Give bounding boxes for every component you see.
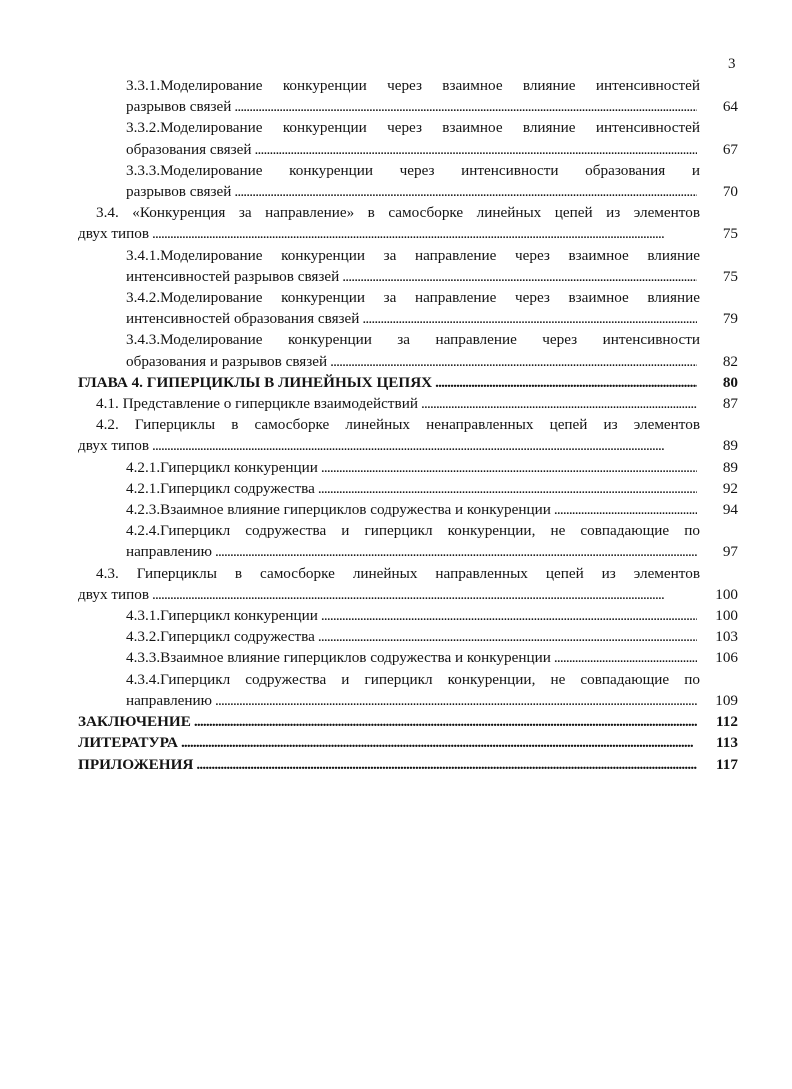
toc-entry-title-text: 4.2. Гиперциклы в самосборке линейных ненаправленных цепей из элементов	[96, 416, 700, 434]
toc-entry-title-line	[126, 139, 700, 160]
toc-entry	[78, 605, 738, 626]
toc-entry-title-text: 3.4.1.Моделирование конкуренции за направление через взаимное влияние	[126, 246, 700, 264]
toc-entry-title-line	[126, 478, 700, 499]
toc-entry-title-text: 3.4.3.Моделирование конкуренции за направление через интенсивности	[126, 331, 700, 349]
toc-entry-title-text: 4.3.2.Гиперцикл содружества	[126, 628, 315, 646]
toc-entry	[78, 754, 738, 775]
dot-leader	[554, 499, 697, 520]
toc-entry-title-line	[126, 351, 700, 372]
toc-entry-title-text: ЗАКЛЮЧЕНИЕ	[78, 713, 191, 731]
dot-leader	[234, 96, 697, 117]
toc-entry-page: 70	[722, 183, 738, 201]
toc-entry-page: 92	[722, 479, 738, 497]
toc-entry-title-text: двух типов	[78, 585, 150, 603]
toc-entry-page: 89	[722, 437, 738, 455]
toc-entry-title-line	[126, 287, 700, 308]
toc-entry	[78, 478, 738, 499]
toc-entry-title-line	[126, 181, 700, 202]
toc-entry-page: 64	[722, 98, 738, 116]
toc-entry-title-line	[126, 520, 700, 541]
toc-entry-title-line	[126, 75, 700, 96]
toc-entry	[78, 520, 738, 562]
toc-entry-title-text: 3.4.2.Моделирование конкуренции за направление через взаимное влияние	[126, 289, 700, 307]
dot-leader	[215, 541, 697, 562]
toc-entry-title-text: 4.3.4.Гиперцикл содружества и гиперцикл конкуренции, не совпадающие по	[126, 670, 700, 688]
toc-entry-page: 112	[716, 713, 738, 731]
toc-entry-page: 89	[722, 458, 738, 476]
toc-entry-title-line	[126, 457, 700, 478]
dot-leader	[342, 266, 697, 287]
toc-entry-title-line	[126, 605, 700, 626]
dot-leader	[181, 732, 697, 753]
toc-entry-title-text: 4.3.1.Гиперцикл конкуренции	[126, 607, 318, 625]
toc-entry-title-text: 4.3.3.Взаимное влияние гиперциклов содружества и конкуренции	[126, 649, 551, 667]
toc-entry	[78, 117, 738, 159]
toc-entry-title-line	[126, 160, 700, 181]
dot-leader	[421, 393, 697, 414]
toc-entry	[78, 457, 738, 478]
toc-entry	[78, 372, 738, 393]
toc-entry	[78, 414, 738, 456]
toc-entry-title-text: интенсивностей разрывов связей	[126, 267, 340, 285]
toc-entry-title-line	[96, 393, 700, 414]
toc-entry-title-text: 3.4. «Конкуренция за направление» в самосборке линейных цепей из элементов	[96, 204, 700, 222]
dot-leader	[196, 754, 697, 775]
toc-entry-page: 113	[716, 734, 738, 752]
toc-entry-title-text: 4.3. Гиперциклы в самосборке линейных направленных цепей из элементов	[96, 564, 700, 582]
toc-entry-title-line	[78, 711, 700, 732]
toc-entry-page: 103	[715, 628, 738, 646]
toc-entry-page: 117	[716, 755, 738, 773]
toc-entry-title-text: интенсивностей образования связей	[126, 310, 360, 328]
toc-entry-title-line	[126, 541, 700, 562]
toc-entry	[78, 287, 738, 329]
dot-leader	[318, 626, 697, 647]
toc-entry-title-line	[78, 732, 700, 753]
toc-entry-title-text: направлению	[126, 543, 213, 561]
toc-entry-title-text: 4.2.3.Взаимное влияние гиперциклов содружества и конкуренции	[126, 501, 551, 519]
toc-entry-page: 100	[715, 585, 738, 603]
toc-entry-title-line	[126, 669, 700, 690]
toc-entry-title-line	[126, 647, 700, 668]
toc-entry-title-line	[78, 372, 700, 393]
toc-entry-title-text: двух типов	[78, 225, 150, 243]
toc-entry-title-text: направлению	[126, 691, 213, 709]
toc-entry-page: 106	[715, 649, 738, 667]
toc-entry-page: 94	[722, 501, 738, 519]
toc-entry-title-text: образования и разрывов связей	[126, 352, 328, 370]
toc-entry-page: 79	[722, 310, 738, 328]
dot-leader	[254, 139, 697, 160]
toc-entry-title-line	[126, 626, 700, 647]
toc-entry	[78, 329, 738, 371]
toc-entry-title-text: 3.3.2.Моделирование конкуренции через взаимное влияние интенсивностей	[126, 119, 700, 137]
dot-leader	[362, 308, 697, 329]
toc-entry	[78, 499, 738, 520]
toc-entry	[78, 393, 738, 414]
toc-entry-title-text: ЛИТЕРАТУРА	[78, 734, 178, 752]
toc-entry-title-line	[78, 563, 700, 584]
dot-leader	[435, 372, 697, 393]
toc-entry-title-line	[78, 414, 700, 435]
table-of-contents	[78, 75, 738, 775]
dot-leader	[318, 478, 697, 499]
toc-entry-title-line	[126, 96, 700, 117]
dot-leader	[152, 223, 697, 244]
toc-entry	[78, 245, 738, 287]
toc-entry-title-text: ПРИЛОЖЕНИЯ	[78, 755, 194, 773]
toc-entry-title-text: разрывов связей	[126, 98, 232, 116]
toc-entry-page: 87	[722, 395, 738, 413]
dot-leader	[330, 351, 697, 372]
page-number: 3	[728, 56, 736, 72]
dot-leader	[321, 605, 697, 626]
toc-entry	[78, 626, 738, 647]
dot-leader	[215, 690, 697, 711]
toc-entry-title-line	[126, 308, 700, 329]
toc-entry-page: 109	[715, 691, 738, 709]
toc-entry-title-text: 4.2.4.Гиперцикл содружества и гиперцикл конкуренции, не совпадающие по	[126, 522, 700, 540]
toc-entry	[78, 202, 738, 244]
dot-leader	[152, 584, 697, 605]
toc-entry-page: 100	[715, 607, 738, 625]
toc-entry-title-line	[78, 435, 700, 456]
toc-entry-title-line	[78, 202, 700, 223]
toc-entry-title-text: двух типов	[78, 437, 150, 455]
toc-entry-page: 67	[722, 140, 738, 158]
toc-entry-title-line	[126, 690, 700, 711]
dot-leader	[554, 647, 697, 668]
toc-entry-title-text: 4.1. Представление о гиперцикле взаимодействий	[96, 395, 418, 413]
toc-entry-page: 97	[722, 543, 738, 561]
toc-entry-title-line	[78, 754, 700, 775]
toc-entry-page: 80	[722, 373, 738, 391]
dot-leader	[152, 435, 697, 456]
toc-entry	[78, 711, 738, 732]
dot-leader	[234, 181, 697, 202]
toc-entry-page: 75	[722, 225, 738, 243]
toc-entry	[78, 647, 738, 668]
toc-entry-title-line	[78, 584, 700, 605]
toc-entry	[78, 75, 738, 117]
toc-entry	[78, 160, 738, 202]
toc-entry-title-text: образования связей	[126, 140, 252, 158]
toc-entry-title-text: 3.3.1.Моделирование конкуренции через взаимное влияние интенсивностей	[126, 77, 700, 94]
toc-entry-title-line	[126, 499, 700, 520]
toc-entry-title-line	[126, 245, 700, 266]
toc-entry-title-text: 4.2.1.Гиперцикл содружества	[126, 479, 315, 497]
toc-entry-title-line	[126, 266, 700, 287]
toc-entry-title-text: разрывов связей	[126, 183, 232, 201]
toc-entry-title-line	[126, 117, 700, 138]
dot-leader	[321, 457, 697, 478]
toc-entry-title-text: 4.2.1.Гиперцикл конкуренции	[126, 458, 318, 476]
toc-entry	[78, 669, 738, 711]
toc-entry-page: 75	[722, 267, 738, 285]
toc-entry	[78, 732, 738, 753]
toc-entry-title-text: 3.3.3.Моделирование конкуренции через интенсивности образования и	[126, 161, 700, 179]
toc-entry-title-text: ГЛАВА 4. ГИПЕРЦИКЛЫ В ЛИНЕЙНЫХ ЦЕПЯХ	[78, 373, 433, 391]
dot-leader	[194, 711, 697, 732]
toc-entry-title-line	[78, 223, 700, 244]
toc-entry-title-line	[126, 329, 700, 350]
toc-entry	[78, 563, 738, 605]
toc-entry-page: 82	[722, 352, 738, 370]
